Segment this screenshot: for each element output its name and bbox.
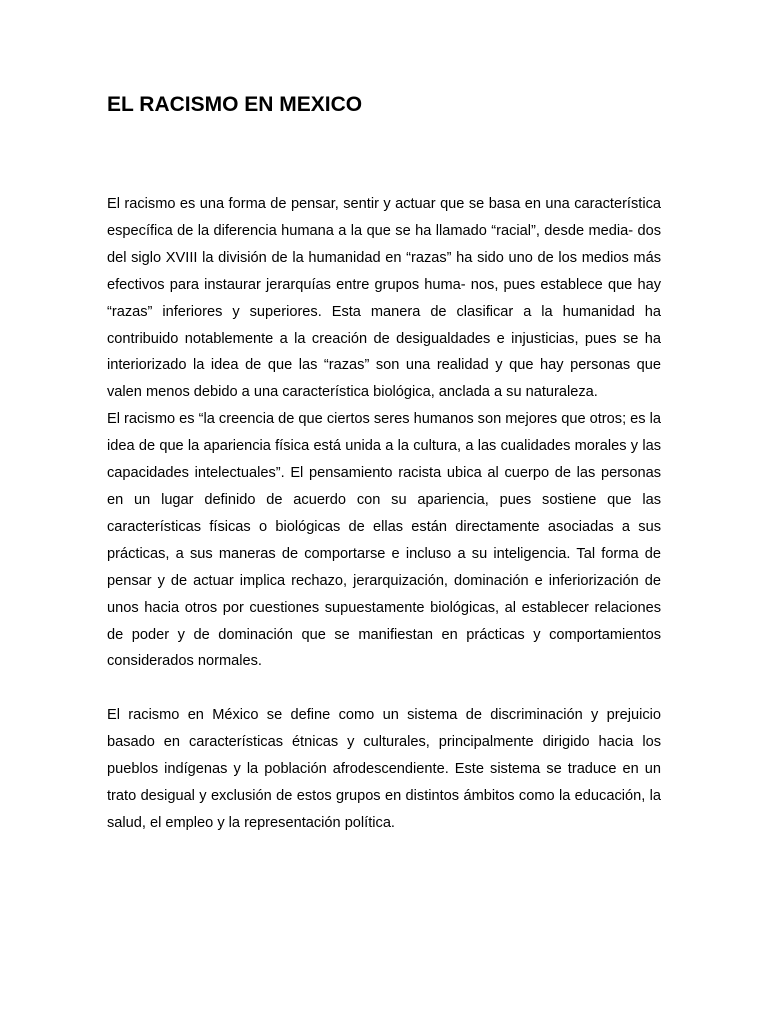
paragraph-racism-definition: El racismo es una forma de pensar, sentir y actuar que se basa en una característica específica de la diferencia humana a la que se ha llamado “racial”, desde media- dos del siglo XVIII la división de la humanidad en “razas” ha sido uno de los medios más efectivos para instaurar jerarquías entre grupos huma- nos, pues establece que hay “razas” inferiores y superiores. Esta manera de clasificar a la humanidad ha contribuido notablemente a la creación de desigualdades e injusticias, pues se ha interiorizado la idea de que las “razas” son una realidad y que hay personas que valen menos debido a una característica biológica, anclada a su naturaleza. bbox=[107, 196, 661, 401]
paragraph-racism-in-mexico: El racismo en México se define como un sistema de discriminación y prejuicio basado en características étnicas y culturales, principalmente dirigido hacia los pueblos indígenas y la población afrodescendiente. Este sistema se traduce en un trato desigual y exclusión de estos grupos en distintos ámbitos como la educación, la salud, el empleo y la representación política. bbox=[107, 707, 661, 831]
document-title: EL RACISMO EN MEXICO bbox=[107, 93, 363, 116]
paragraph-spacer bbox=[107, 675, 661, 702]
document-body bbox=[107, 191, 661, 837]
paragraph-racism-belief: El racismo es “la creencia de que ciertos seres humanos son mejores que otros; es la idea de que la apariencia física está unida a la cultura, a las cualidades morales y las capacidades intelectuales”. El pensamiento racista ubica al cuerpo de las personas en un lugar definido de acuerdo con su apariencia, pues sostiene que las características físicas o biológicas de ellas están directamente asociadas a sus prácticas, a sus maneras de comportarse e incluso a su inteligencia. Tal forma de pensar y de actuar implica rechazo, jerarquización, dominación e inferiorización de unos hacia otros por cuestiones supuestamente biológicas, al establecer relaciones de poder y de dominación que se manifiestan en prácticas y comportamientos considerados normales. bbox=[107, 411, 662, 670]
